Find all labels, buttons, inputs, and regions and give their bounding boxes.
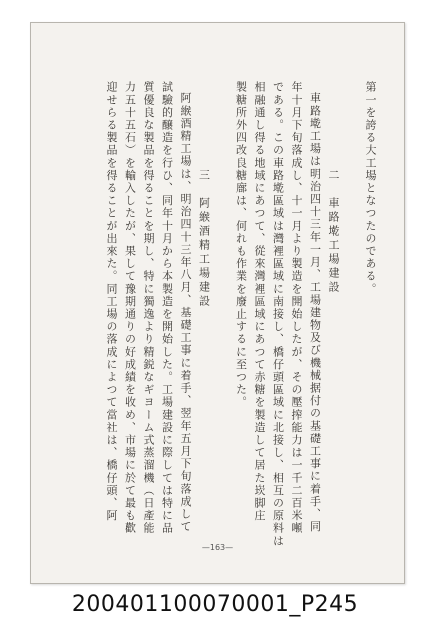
text-column: である。この車路墘區域は灣裡區域に南接し、橋仔頭區域に北接し、相互の原料は: [271, 81, 285, 548]
vertical-text-block: [106, 81, 376, 551]
text-column: 製糖所外四改良糖廍は、何れも作業を廢止するに至つた。: [234, 81, 248, 409]
page-number: —163—: [201, 543, 234, 552]
text-column: 試驗的醸造を行ひ、同年十月から本製造を開始した。工場建設に際しては特に品: [160, 81, 174, 535]
section-heading: 三 阿緱酒精工場建設: [197, 169, 211, 309]
text-column: 年十月下旬落成し、十一月より製造を開始したが、その壓搾能力は一千二百米噸: [290, 81, 303, 535]
book-page: [30, 22, 405, 584]
text-column: 車路墘工場は明治四十三年一月、工場建物及び機械据付の基礎工事に着手、同: [308, 92, 322, 533]
section-heading: 二 車路墘工場建設: [327, 169, 340, 295]
text-column: 力五十五石）を輸入したが、果して豫期通りの好成績を收め、市場に於て最も歡: [123, 81, 137, 535]
text-column: 質優良な製品を得ることを期し、特に獨逸より精鋭なギヨーム式蒸溜機（日產能: [142, 81, 155, 535]
image-caption: 200401100070001_P245: [71, 592, 359, 617]
text-column: 第一を誇る大工場となつたのである。: [364, 81, 377, 296]
text-column: 阿緱酒精工場は、明治四十三年八月、基礎工事に着手、翌年五月下旬落成して: [179, 92, 192, 533]
text-column: 相融通し得る地域にあつて、從來灣裡區域にあつて赤糖を製造して居た崁脚庄: [253, 81, 266, 522]
text-column: 迎せらる製品を得ることが出來た。同工場の落成によつて當社は、橋仔頭、阿: [105, 81, 118, 522]
